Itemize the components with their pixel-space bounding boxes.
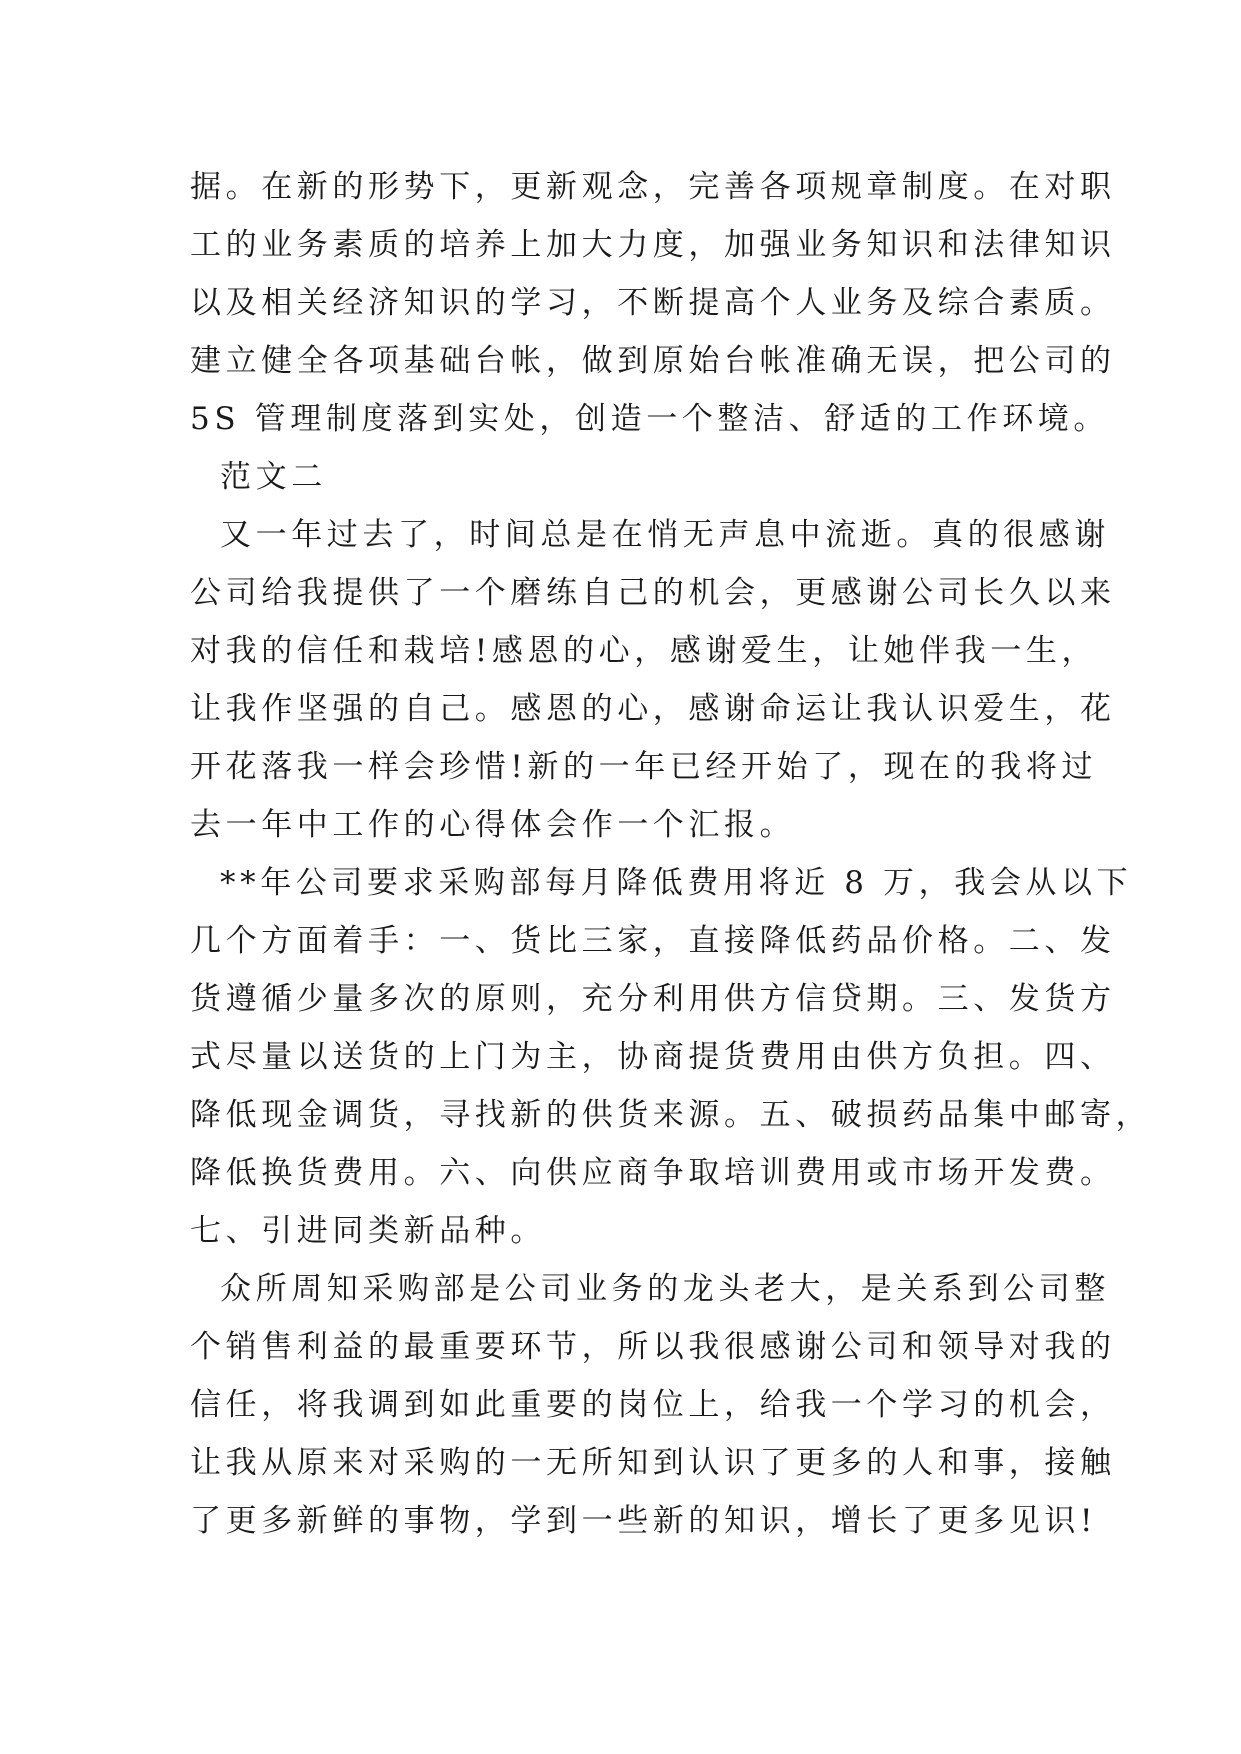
text-line: 工的业务素质的培养上加大力度，加强业务知识和法律知识	[190, 227, 1116, 263]
text-line: 据。在新的形势下，更新观念，完善各项规章制度。在对职	[190, 169, 1116, 205]
text-line: 建立健全各项基础台帐，做到原始台帐准确无误，把公司的	[190, 343, 1116, 379]
text-line: 范文二	[220, 459, 327, 495]
text-line: 七、引进同类新品种。	[190, 1213, 546, 1249]
text-line: 降低现金调货，寻找新的供货来源。五、破损药品集中邮寄，	[190, 1097, 1152, 1133]
text-line: 让我作坚强的自己。感恩的心，感谢命运让我认识爱生，花	[190, 691, 1116, 727]
text-line: 又一年过去了，时间总是在悄无声息中流逝。真的很感谢	[220, 517, 1110, 553]
text-line: 去一年中工作的心得体会作一个汇报。	[190, 807, 796, 843]
text-line: 信任，将我调到如此重要的岗位上，给我一个学习的机会，	[190, 1387, 1116, 1423]
text-line: 以及相关经济知识的学习，不断提高个人业务及综合素质。	[190, 285, 1116, 321]
text-line: 对我的信任和栽培!感恩的心，感谢爱生，让她伴我一生，	[190, 633, 1098, 669]
text-line: **年公司要求采购部每月降低费用将近 8 万，我会从以下	[220, 865, 1133, 901]
text-line: 几个方面着手：一、货比三家，直接降低药品价格。二、发	[190, 923, 1116, 959]
text-line: 式尽量以送货的上门为主，协商提货费用由供方负担。四、	[190, 1039, 1116, 1075]
text-line: 众所周知采购部是公司业务的龙头老大，是关系到公司整	[220, 1271, 1110, 1307]
text-line: 降低换货费用。六、向供应商争取培训费用或市场开发费。	[190, 1155, 1116, 1191]
text-line: 货遵循少量多次的原则，充分利用供方信贷期。三、发货方	[190, 981, 1116, 1017]
text-line: 个销售利益的最重要环节，所以我很感谢公司和领导对我的	[190, 1329, 1116, 1365]
text-line: 让我从原来对采购的一无所知到认识了更多的人和事，接触	[190, 1445, 1116, 1481]
text-line: 5S 管理制度落到实处，创造一个整洁、舒适的工作环境。	[190, 401, 1110, 437]
text-line: 了更多新鲜的事物，学到一些新的知识，增长了更多见识!	[190, 1503, 1098, 1539]
document-body	[190, 158, 1152, 1550]
text-line: 公司给我提供了一个磨练自己的机会，更感谢公司长久以来	[190, 575, 1116, 611]
text-line: 开花落我一样会珍惜!新的一年已经开始了，现在的我将过	[190, 749, 1098, 785]
